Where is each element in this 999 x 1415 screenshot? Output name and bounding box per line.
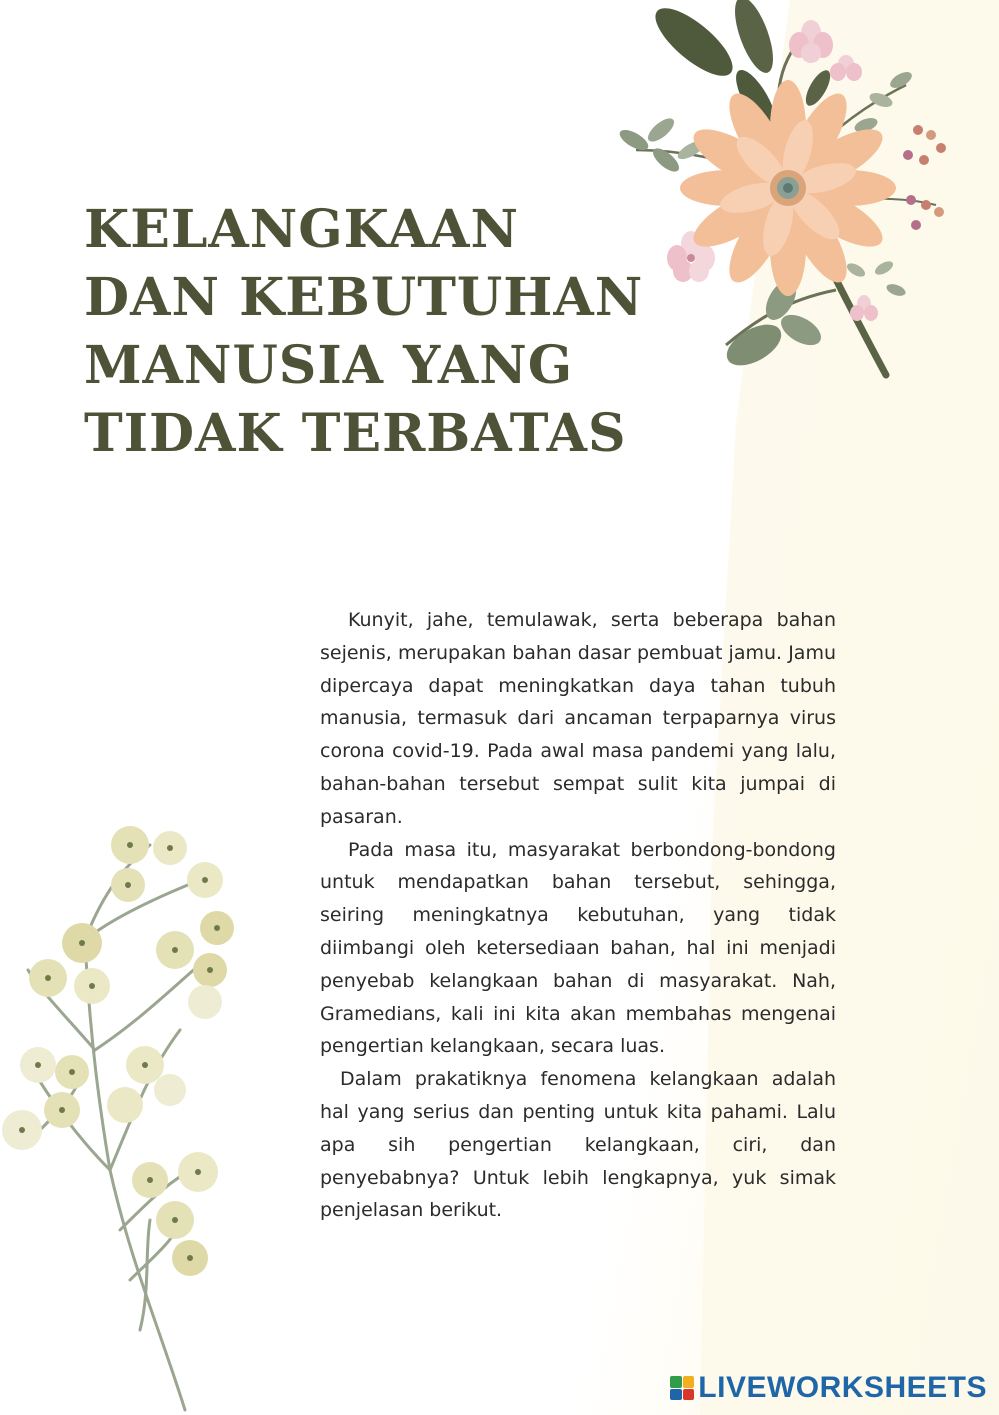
floral-bouquet-illustration	[606, 0, 966, 390]
logo-tile-blue	[670, 1389, 682, 1401]
title-line-1: KELANGKAAN	[84, 199, 519, 260]
logo-tile-green	[670, 1376, 682, 1388]
title-line-3: MANUSIA YANG	[84, 335, 574, 396]
worksheet-title	[84, 196, 644, 468]
reading-passage	[320, 604, 836, 1227]
liveworksheets-logo-icon	[670, 1376, 694, 1400]
paragraph-3: Dalam prakatiknya fenomena kelangkaan adalah hal yang serius dan penting untuk kita pahami. Lalu apa sih pengertian kelangkaan, ciri, dan penyebabnya? Untuk lebih lengkapnya, yuk simak penjelasan berikut.	[320, 1068, 836, 1222]
title-line-4: TIDAK TERBATAS	[84, 403, 627, 464]
title-line-2: DAN KEBUTUHAN	[84, 267, 644, 328]
cream-flower-sprig-illustration	[0, 810, 250, 1415]
watermark-text: LIVEWORKSHEETS	[698, 1371, 987, 1404]
logo-tile-red	[683, 1389, 695, 1401]
logo-tile-yellow	[683, 1376, 695, 1388]
liveworksheets-watermark	[670, 1371, 987, 1405]
paragraph-2: Pada masa itu, masyarakat berbondong-bondong untuk mendapatkan bahan tersebut, sehingga, seiring meningkatnya kebutuhan, yang tidak diimbangi oleh ketersediaan bahan, hal ini menjadi penyebab kelangkaan bahan di masyarakat. Nah, Gramedians, kali ini kita akan membahas mengenai pengertian kelangkaan, secara luas.	[320, 838, 836, 1058]
paragraph-1: Kunyit, jahe, temulawak, serta beberapa bahan sejenis, merupakan bahan dasar pembuat jamu. Jamu dipercaya dapat meningkatkan daya tahan tubuh manusia, termasuk dari ancaman terpaparnya virus corona covid-19. Pada awal masa pandemi yang lalu, bahan-bahan tersebut sempat sulit kita jumpai di pasaran.	[320, 609, 836, 828]
